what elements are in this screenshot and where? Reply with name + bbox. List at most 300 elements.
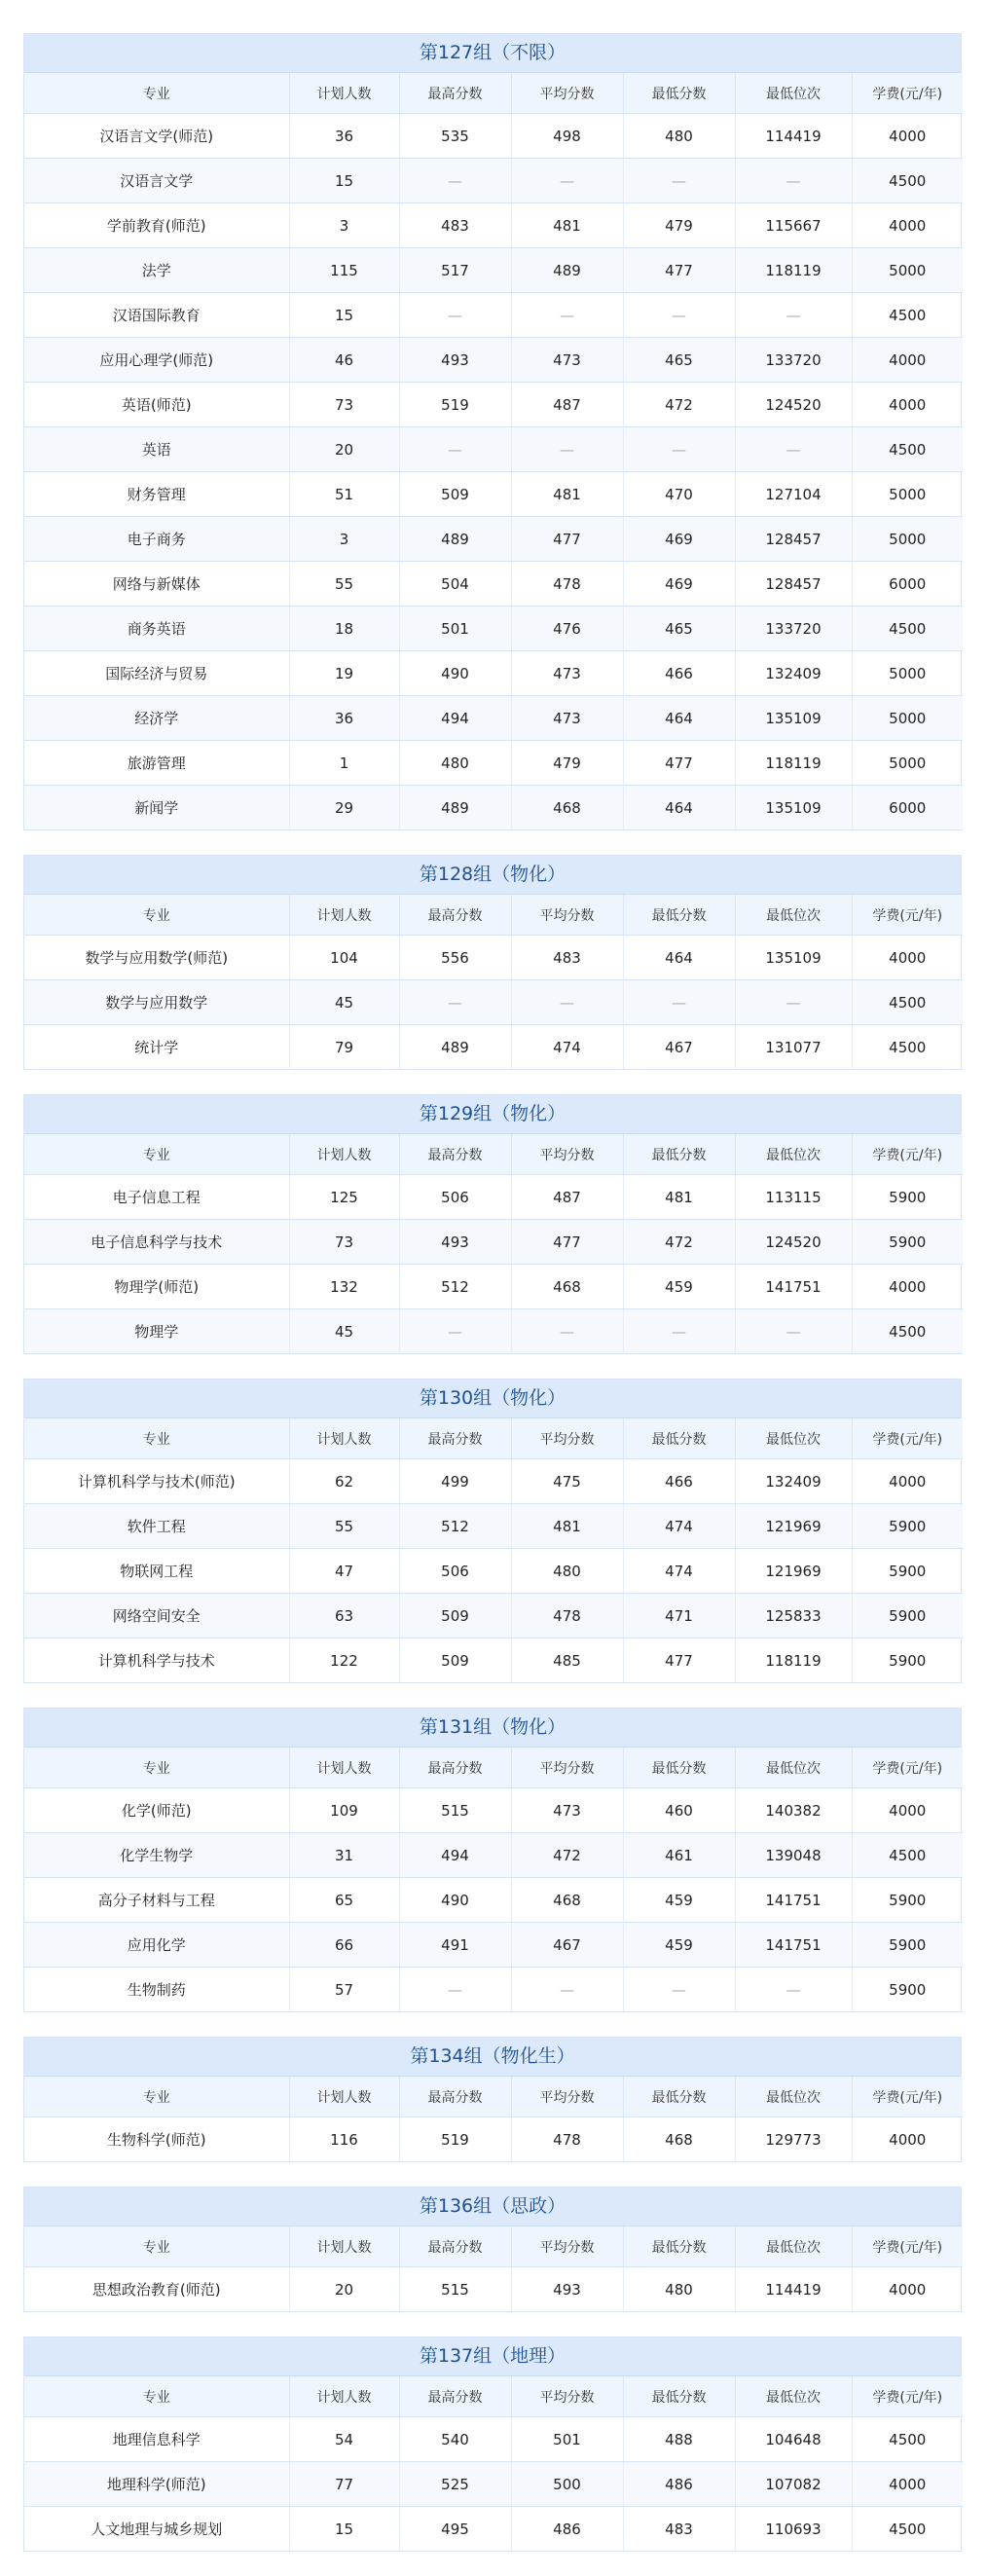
header-tuition: 学费(元/年)	[852, 1418, 963, 1459]
cell-min-score: —	[623, 1309, 735, 1354]
table-row	[24, 203, 963, 248]
cell-plan-count: 20	[289, 2267, 399, 2312]
cell-plan-count: 45	[289, 1309, 399, 1354]
cell-tuition: 5900	[852, 1220, 963, 1265]
header-tuition: 学费(元/年)	[852, 2226, 963, 2267]
header-min-score: 最低分数	[623, 1418, 735, 1459]
table-row	[24, 1788, 963, 1833]
cell-avg-score: 487	[511, 383, 623, 427]
cell-avg-score: 467	[511, 1923, 623, 1968]
cell-plan-count: 116	[289, 2117, 399, 2162]
header-avg-score: 平均分数	[511, 1748, 623, 1788]
cell-min-score: 459	[623, 1265, 735, 1309]
score-table	[24, 73, 963, 830]
cell-major: 物理学	[24, 1309, 289, 1354]
cell-tuition: 4000	[852, 936, 963, 980]
header-min-rank: 最低位次	[735, 1418, 852, 1459]
table-row	[24, 980, 963, 1025]
cell-plan-count: 77	[289, 2462, 399, 2507]
cell-avg-score: 473	[511, 651, 623, 696]
cell-min-score: 471	[623, 1594, 735, 1638]
header-min-rank: 最低位次	[735, 1134, 852, 1175]
cell-min-score: 472	[623, 1220, 735, 1265]
cell-major: 生物制药	[24, 1968, 289, 2012]
table-row	[24, 2462, 963, 2507]
group-title: 第127组（不限）	[24, 34, 961, 73]
table-row	[24, 741, 963, 786]
table-row	[24, 114, 963, 159]
cell-plan-count: 125	[289, 1175, 399, 1220]
cell-major: 网络与新媒体	[24, 562, 289, 607]
cell-plan-count: 73	[289, 383, 399, 427]
cell-min-score: 474	[623, 1549, 735, 1594]
score-table	[24, 1748, 963, 2012]
cell-avg-score: 493	[511, 2267, 623, 2312]
table-row	[24, 1265, 963, 1309]
table-row	[24, 427, 963, 472]
table-row	[24, 159, 963, 203]
cell-major: 新闻学	[24, 786, 289, 830]
table-row	[24, 1594, 963, 1638]
group-table	[23, 855, 962, 1070]
header-min-score: 最低分数	[623, 73, 735, 114]
cell-plan-count: 15	[289, 159, 399, 203]
cell-avg-score: 481	[511, 472, 623, 517]
cell-min-rank: 135109	[735, 696, 852, 741]
cell-avg-score: 468	[511, 1265, 623, 1309]
cell-tuition: 4500	[852, 1025, 963, 1070]
cell-tuition: 5900	[852, 1594, 963, 1638]
cell-min-score: —	[623, 427, 735, 472]
cell-max-score: 519	[399, 383, 511, 427]
cell-min-score: 486	[623, 2462, 735, 2507]
cell-min-rank: 118119	[735, 248, 852, 293]
group-table	[23, 1094, 962, 1354]
cell-min-rank: 114419	[735, 114, 852, 159]
group-title: 第131组（物化）	[24, 1709, 961, 1748]
header-row	[24, 2376, 963, 2417]
table-row	[24, 1923, 963, 1968]
table-row	[24, 2507, 963, 2552]
header-avg-score: 平均分数	[511, 73, 623, 114]
table-row	[24, 2267, 963, 2312]
cell-plan-count: 104	[289, 936, 399, 980]
cell-min-rank: —	[735, 1968, 852, 2012]
cell-major: 化学生物学	[24, 1833, 289, 1878]
header-max-score: 最高分数	[399, 1748, 511, 1788]
cell-min-score: 469	[623, 517, 735, 562]
cell-tuition: 4500	[852, 293, 963, 338]
cell-tuition: 5000	[852, 248, 963, 293]
cell-min-rank: 121969	[735, 1504, 852, 1549]
cell-min-score: 464	[623, 786, 735, 830]
table-row	[24, 2417, 963, 2462]
cell-max-score: 489	[399, 1025, 511, 1070]
cell-major: 应用心理学(师范)	[24, 338, 289, 383]
cell-tuition: 5000	[852, 696, 963, 741]
cell-major: 数学与应用数学(师范)	[24, 936, 289, 980]
header-plan-count: 计划人数	[289, 2077, 399, 2117]
table-row	[24, 1549, 963, 1594]
cell-avg-score: 477	[511, 517, 623, 562]
header-tuition: 学费(元/年)	[852, 2376, 963, 2417]
table-row	[24, 1833, 963, 1878]
table-row	[24, 338, 963, 383]
cell-max-score: 494	[399, 696, 511, 741]
cell-tuition: 4500	[852, 1309, 963, 1354]
cell-plan-count: 65	[289, 1878, 399, 1923]
cell-max-score: 491	[399, 1923, 511, 1968]
table-row	[24, 472, 963, 517]
cell-major: 商务英语	[24, 607, 289, 651]
cell-tuition: 5900	[852, 1549, 963, 1594]
header-min-rank: 最低位次	[735, 1748, 852, 1788]
cell-major: 人文地理与城乡规划	[24, 2507, 289, 2552]
header-tuition: 学费(元/年)	[852, 1748, 963, 1788]
cell-major: 英语(师范)	[24, 383, 289, 427]
cell-major: 电子信息工程	[24, 1175, 289, 1220]
header-plan-count: 计划人数	[289, 1134, 399, 1175]
cell-major: 应用化学	[24, 1923, 289, 1968]
cell-min-score: 472	[623, 383, 735, 427]
cell-min-rank: 128457	[735, 517, 852, 562]
header-row	[24, 1748, 963, 1788]
cell-avg-score: 501	[511, 2417, 623, 2462]
cell-min-rank: 129773	[735, 2117, 852, 2162]
cell-major: 计算机科学与技术	[24, 1638, 289, 1683]
cell-avg-score: 483	[511, 936, 623, 980]
cell-max-score: 495	[399, 2507, 511, 2552]
score-table	[24, 2226, 963, 2312]
cell-plan-count: 46	[289, 338, 399, 383]
cell-max-score: 515	[399, 2267, 511, 2312]
cell-plan-count: 55	[289, 562, 399, 607]
cell-major: 汉语国际教育	[24, 293, 289, 338]
cell-major: 旅游管理	[24, 741, 289, 786]
cell-max-score: 509	[399, 472, 511, 517]
cell-max-score: 489	[399, 786, 511, 830]
cell-min-score: 466	[623, 651, 735, 696]
cell-max-score: 499	[399, 1459, 511, 1504]
cell-tuition: 4000	[852, 383, 963, 427]
cell-max-score: 493	[399, 338, 511, 383]
cell-max-score: 535	[399, 114, 511, 159]
header-max-score: 最高分数	[399, 1134, 511, 1175]
header-major: 专业	[24, 2077, 289, 2117]
header-max-score: 最高分数	[399, 2376, 511, 2417]
header-row	[24, 2226, 963, 2267]
cell-max-score: 517	[399, 248, 511, 293]
header-plan-count: 计划人数	[289, 895, 399, 936]
table-row	[24, 651, 963, 696]
cell-min-score: 460	[623, 1788, 735, 1833]
cell-avg-score: 480	[511, 1549, 623, 1594]
cell-major: 电子信息科学与技术	[24, 1220, 289, 1265]
header-avg-score: 平均分数	[511, 895, 623, 936]
group-title: 第136组（思政）	[24, 2188, 961, 2226]
cell-plan-count: 54	[289, 2417, 399, 2462]
score-table	[24, 2077, 963, 2162]
cell-plan-count: 63	[289, 1594, 399, 1638]
cell-major: 财务管理	[24, 472, 289, 517]
cell-major: 国际经济与贸易	[24, 651, 289, 696]
header-tuition: 学费(元/年)	[852, 895, 963, 936]
cell-min-rank: 132409	[735, 1459, 852, 1504]
cell-tuition: 4500	[852, 2417, 963, 2462]
cell-min-score: 464	[623, 936, 735, 980]
cell-tuition: 4000	[852, 1459, 963, 1504]
cell-min-score: 483	[623, 2507, 735, 2552]
cell-min-rank: 141751	[735, 1265, 852, 1309]
table-row	[24, 1638, 963, 1683]
cell-major: 汉语言文学	[24, 159, 289, 203]
cell-min-rank: 110693	[735, 2507, 852, 2552]
table-row	[24, 1878, 963, 1923]
header-min-score: 最低分数	[623, 2077, 735, 2117]
header-tuition: 学费(元/年)	[852, 73, 963, 114]
cell-tuition: 4500	[852, 607, 963, 651]
score-table	[24, 2376, 963, 2552]
header-major: 专业	[24, 1418, 289, 1459]
header-plan-count: 计划人数	[289, 1748, 399, 1788]
cell-min-score: 466	[623, 1459, 735, 1504]
cell-min-rank: 135109	[735, 936, 852, 980]
cell-max-score: —	[399, 159, 511, 203]
cell-avg-score: 473	[511, 338, 623, 383]
cell-max-score: 506	[399, 1549, 511, 1594]
cell-avg-score: 481	[511, 203, 623, 248]
cell-min-rank: 104648	[735, 2417, 852, 2462]
cell-major: 化学(师范)	[24, 1788, 289, 1833]
cell-tuition: 5900	[852, 1923, 963, 1968]
cell-max-score: 490	[399, 1878, 511, 1923]
cell-avg-score: 474	[511, 1025, 623, 1070]
cell-min-rank: 118119	[735, 1638, 852, 1683]
cell-min-rank: 113115	[735, 1175, 852, 1220]
cell-major: 汉语言文学(师范)	[24, 114, 289, 159]
cell-min-score: 461	[623, 1833, 735, 1878]
table-row	[24, 1175, 963, 1220]
cell-tuition: 6000	[852, 562, 963, 607]
cell-max-score: 489	[399, 517, 511, 562]
cell-max-score: 480	[399, 741, 511, 786]
header-max-score: 最高分数	[399, 2077, 511, 2117]
cell-avg-score: 486	[511, 2507, 623, 2552]
group-title: 第129组（物化）	[24, 1095, 961, 1134]
cell-min-score: 480	[623, 2267, 735, 2312]
header-tuition: 学费(元/年)	[852, 1134, 963, 1175]
header-major: 专业	[24, 895, 289, 936]
header-min-rank: 最低位次	[735, 2376, 852, 2417]
cell-tuition: 5900	[852, 1175, 963, 1220]
cell-min-rank: 133720	[735, 338, 852, 383]
cell-avg-score: —	[511, 427, 623, 472]
cell-tuition: 4000	[852, 2117, 963, 2162]
header-min-score: 最低分数	[623, 2376, 735, 2417]
cell-avg-score: 476	[511, 607, 623, 651]
cell-major: 生物科学(师范)	[24, 2117, 289, 2162]
header-max-score: 最高分数	[399, 1418, 511, 1459]
cell-major: 经济学	[24, 696, 289, 741]
cell-min-rank: 131077	[735, 1025, 852, 1070]
cell-major: 统计学	[24, 1025, 289, 1070]
cell-plan-count: 55	[289, 1504, 399, 1549]
cell-avg-score: 468	[511, 786, 623, 830]
cell-avg-score: —	[511, 980, 623, 1025]
cell-min-rank: —	[735, 293, 852, 338]
cell-min-rank: 140382	[735, 1788, 852, 1833]
cell-min-score: 479	[623, 203, 735, 248]
header-avg-score: 平均分数	[511, 2226, 623, 2267]
cell-avg-score: 489	[511, 248, 623, 293]
header-max-score: 最高分数	[399, 2226, 511, 2267]
cell-tuition: 5000	[852, 741, 963, 786]
cell-min-score: 459	[623, 1878, 735, 1923]
cell-tuition: 6000	[852, 786, 963, 830]
cell-max-score: 501	[399, 607, 511, 651]
cell-min-rank: 124520	[735, 1220, 852, 1265]
cell-tuition: 5900	[852, 1504, 963, 1549]
cell-plan-count: 109	[289, 1788, 399, 1833]
cell-min-score: —	[623, 980, 735, 1025]
header-major: 专业	[24, 1748, 289, 1788]
cell-min-score: 465	[623, 607, 735, 651]
cell-min-score: 468	[623, 2117, 735, 2162]
cell-plan-count: 20	[289, 427, 399, 472]
header-min-score: 最低分数	[623, 895, 735, 936]
cell-plan-count: 36	[289, 114, 399, 159]
cell-plan-count: 115	[289, 248, 399, 293]
cell-min-score: 470	[623, 472, 735, 517]
table-row	[24, 517, 963, 562]
table-row	[24, 293, 963, 338]
cell-plan-count: 3	[289, 203, 399, 248]
table-row	[24, 1459, 963, 1504]
cell-major: 英语	[24, 427, 289, 472]
cell-tuition: 4000	[852, 2462, 963, 2507]
table-row	[24, 607, 963, 651]
cell-avg-score: 500	[511, 2462, 623, 2507]
cell-plan-count: 132	[289, 1265, 399, 1309]
cell-major: 地理信息科学	[24, 2417, 289, 2462]
header-row	[24, 1418, 963, 1459]
cell-min-rank: 115667	[735, 203, 852, 248]
cell-major: 学前教育(师范)	[24, 203, 289, 248]
cell-plan-count: 57	[289, 1968, 399, 2012]
cell-avg-score: 498	[511, 114, 623, 159]
cell-max-score: —	[399, 427, 511, 472]
cell-min-rank: —	[735, 427, 852, 472]
header-major: 专业	[24, 2376, 289, 2417]
cell-avg-score: —	[511, 293, 623, 338]
cell-plan-count: 15	[289, 2507, 399, 2552]
table-row	[24, 2117, 963, 2162]
cell-min-rank: 124520	[735, 383, 852, 427]
cell-major: 物理学(师范)	[24, 1265, 289, 1309]
cell-avg-score: —	[511, 1309, 623, 1354]
table-row	[24, 1309, 963, 1354]
cell-min-rank: —	[735, 159, 852, 203]
cell-min-rank: 125833	[735, 1594, 852, 1638]
header-major: 专业	[24, 1134, 289, 1175]
header-avg-score: 平均分数	[511, 1134, 623, 1175]
cell-min-rank: 107082	[735, 2462, 852, 2507]
cell-avg-score: —	[511, 159, 623, 203]
cell-max-score: —	[399, 1968, 511, 2012]
header-major: 专业	[24, 73, 289, 114]
cell-plan-count: 3	[289, 517, 399, 562]
cell-max-score: 515	[399, 1788, 511, 1833]
table-row	[24, 1220, 963, 1265]
cell-plan-count: 1	[289, 741, 399, 786]
cell-major: 软件工程	[24, 1504, 289, 1549]
cell-min-score: 481	[623, 1175, 735, 1220]
cell-min-score: 488	[623, 2417, 735, 2462]
cell-min-rank: 128457	[735, 562, 852, 607]
table-row	[24, 696, 963, 741]
cell-min-rank: 135109	[735, 786, 852, 830]
cell-avg-score: 485	[511, 1638, 623, 1683]
cell-plan-count: 51	[289, 472, 399, 517]
cell-min-score: 465	[623, 338, 735, 383]
cell-avg-score: 473	[511, 696, 623, 741]
cell-tuition: 4000	[852, 203, 963, 248]
cell-max-score: 519	[399, 2117, 511, 2162]
cell-plan-count: 122	[289, 1638, 399, 1683]
cell-avg-score: 473	[511, 1788, 623, 1833]
table-row	[24, 1968, 963, 2012]
cell-tuition: 4000	[852, 338, 963, 383]
cell-tuition: 5000	[852, 472, 963, 517]
cell-plan-count: 15	[289, 293, 399, 338]
cell-max-score: —	[399, 980, 511, 1025]
cell-avg-score: 479	[511, 741, 623, 786]
group-title: 第130组（物化）	[24, 1380, 961, 1418]
header-min-rank: 最低位次	[735, 2226, 852, 2267]
cell-min-rank: —	[735, 1309, 852, 1354]
cell-max-score: 483	[399, 203, 511, 248]
cell-max-score: 504	[399, 562, 511, 607]
header-row	[24, 73, 963, 114]
header-major: 专业	[24, 2226, 289, 2267]
admission-score-tables	[23, 33, 962, 2576]
score-table	[24, 1134, 963, 1354]
cell-major: 高分子材料与工程	[24, 1878, 289, 1923]
group-table	[23, 2337, 962, 2552]
cell-major: 思想政治教育(师范)	[24, 2267, 289, 2312]
cell-plan-count: 31	[289, 1833, 399, 1878]
header-max-score: 最高分数	[399, 73, 511, 114]
header-avg-score: 平均分数	[511, 2077, 623, 2117]
cell-tuition: 4500	[852, 159, 963, 203]
cell-tuition: 4500	[852, 427, 963, 472]
cell-min-score: 469	[623, 562, 735, 607]
cell-min-score: —	[623, 159, 735, 203]
cell-tuition: 4000	[852, 2267, 963, 2312]
cell-plan-count: 29	[289, 786, 399, 830]
cell-major: 法学	[24, 248, 289, 293]
group-table	[23, 2187, 962, 2312]
header-min-rank: 最低位次	[735, 895, 852, 936]
cell-plan-count: 73	[289, 1220, 399, 1265]
cell-min-rank: 141751	[735, 1878, 852, 1923]
group-title: 第128组（物化）	[24, 856, 961, 895]
cell-avg-score: 487	[511, 1175, 623, 1220]
cell-avg-score: 481	[511, 1504, 623, 1549]
group-table	[23, 1708, 962, 2012]
table-row	[24, 936, 963, 980]
cell-major: 网络空间安全	[24, 1594, 289, 1638]
